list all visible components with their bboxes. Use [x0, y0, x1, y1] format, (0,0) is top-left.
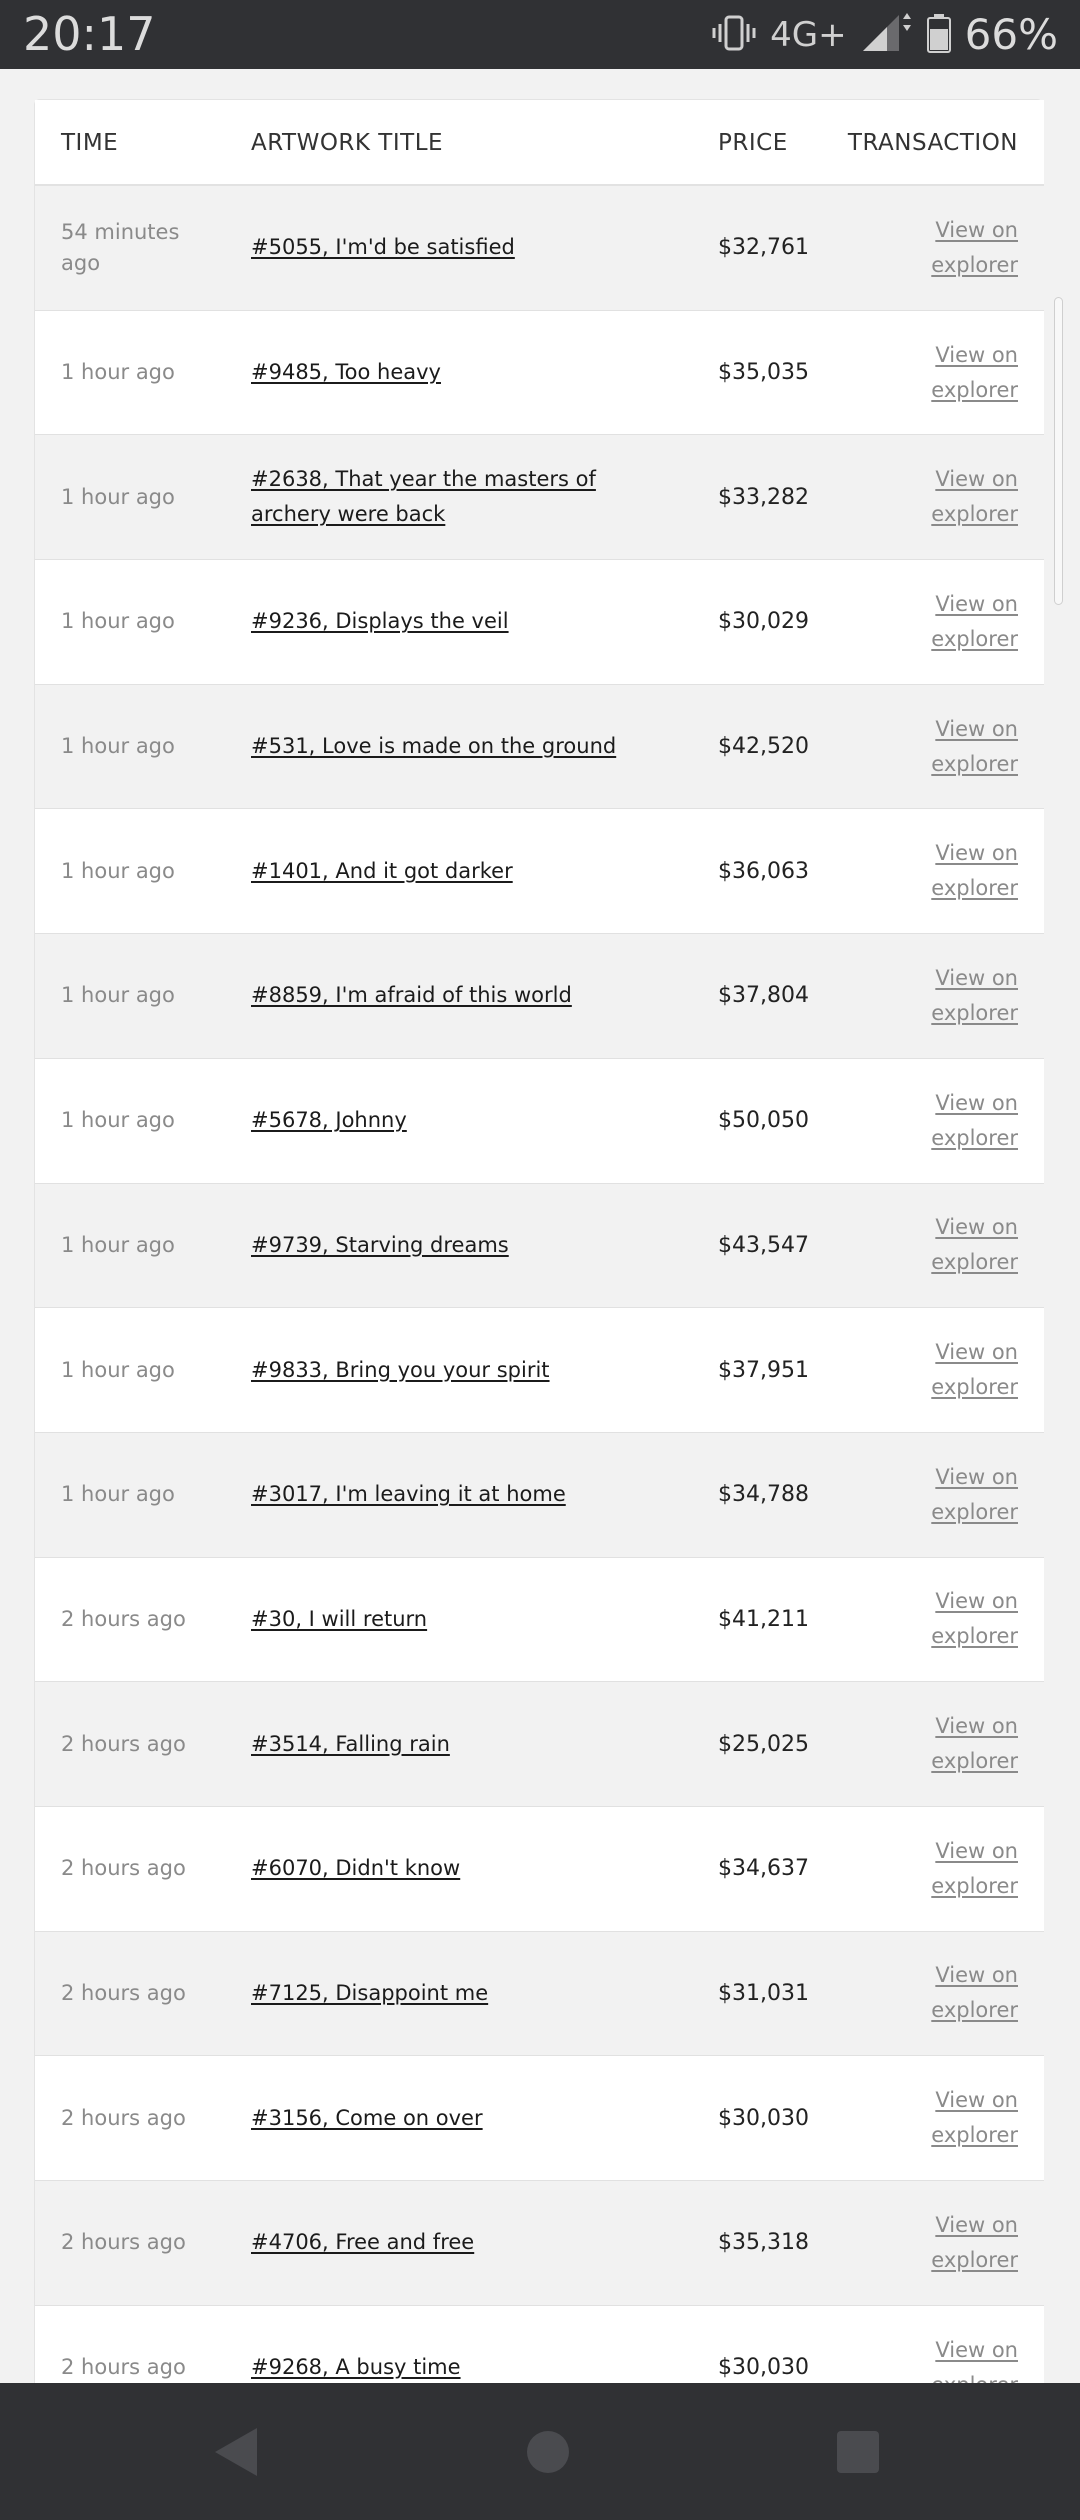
view-on-explorer-link[interactable]: View on explorer	[931, 1589, 1018, 1649]
table-row	[35, 1184, 1044, 1309]
cell-time	[61, 2056, 211, 2180]
time-text: 1 hour ago	[61, 360, 175, 385]
cell-time	[61, 435, 211, 559]
artwork-title-link[interactable]: #9833, Bring you your spirit	[251, 1357, 550, 1382]
view-on-explorer-link[interactable]: View on explorer	[931, 1340, 1018, 1400]
cell-transaction	[898, 1184, 1018, 1308]
table-row	[35, 934, 1044, 1059]
cell-artwork-title	[251, 1433, 681, 1557]
cell-artwork-title	[251, 934, 681, 1058]
artwork-title-link[interactable]: #4706, Free and free	[251, 2230, 475, 2255]
artwork-title-link[interactable]: #1401, And it got darker	[251, 858, 513, 883]
time-text: 1 hour ago	[61, 983, 175, 1008]
cell-time	[61, 934, 211, 1058]
table-row	[35, 1558, 1044, 1683]
header-time: TIME	[61, 130, 119, 156]
cell-transaction	[898, 1059, 1018, 1183]
cell-artwork-title	[251, 311, 681, 435]
table-row	[35, 1059, 1044, 1184]
cell-price: $43,547	[718, 1232, 809, 1258]
view-on-explorer-link[interactable]: View on explorer	[931, 1215, 1018, 1275]
cell-artwork-title	[251, 1682, 681, 1806]
table-row	[35, 809, 1044, 934]
view-on-explorer-link[interactable]: View on explorer	[931, 1714, 1018, 1774]
header-price: PRICE	[718, 130, 788, 156]
time-text: 1 hour ago	[61, 734, 175, 759]
cell-transaction	[898, 1308, 1018, 1432]
battery-icon	[927, 13, 951, 57]
cell-transaction	[898, 934, 1018, 1058]
artwork-title-link[interactable]: #9268, A busy time	[251, 2355, 461, 2380]
navigation-bar	[0, 2383, 1080, 2520]
back-button[interactable]	[201, 2417, 271, 2487]
view-on-explorer-link[interactable]: View on explorer	[931, 591, 1018, 651]
cell-price: $30,030	[718, 2355, 809, 2381]
cell-transaction	[898, 809, 1018, 933]
cell-price: $33,282	[718, 484, 809, 510]
signal-icon	[861, 13, 913, 57]
table-row	[35, 1433, 1044, 1558]
table-row	[35, 311, 1044, 436]
cell-transaction	[898, 1558, 1018, 1682]
cell-artwork-title	[251, 2181, 681, 2305]
cell-time	[61, 685, 211, 809]
table-row	[35, 560, 1044, 685]
artwork-title-link[interactable]: #6070, Didn't know	[251, 1856, 461, 1881]
cell-time	[61, 311, 211, 435]
time-text: 1 hour ago	[61, 1108, 175, 1133]
cell-time	[61, 1807, 211, 1931]
cell-artwork-title	[251, 435, 681, 559]
cell-price: $34,788	[718, 1482, 809, 1508]
cell-price: $34,637	[718, 1856, 809, 1882]
cell-artwork-title	[251, 560, 681, 684]
table-row	[35, 1308, 1044, 1433]
cell-price: $50,050	[718, 1108, 809, 1134]
status-icons	[698, 10, 1058, 60]
cell-transaction	[898, 2181, 1018, 2305]
vibrate-icon	[712, 13, 756, 57]
time-text: 1 hour ago	[61, 1357, 175, 1382]
artwork-title-link[interactable]: #531, Love is made on the ground	[251, 734, 617, 759]
cell-artwork-title	[251, 1932, 681, 2056]
cell-time	[61, 2181, 211, 2305]
cell-artwork-title	[251, 1558, 681, 1682]
battery-percent: 66%	[964, 10, 1058, 59]
cell-transaction	[898, 1682, 1018, 1806]
cell-artwork-title	[251, 2056, 681, 2180]
scrollbar[interactable]	[1054, 297, 1063, 605]
cell-transaction	[898, 186, 1018, 310]
status-bar	[0, 0, 1080, 69]
artwork-title-link[interactable]: #30, I will return	[251, 1606, 428, 1631]
cell-price: $37,951	[718, 1357, 809, 1383]
back-icon	[213, 2426, 259, 2478]
cell-artwork-title	[251, 1059, 681, 1183]
cell-artwork-title	[251, 809, 681, 933]
cell-transaction	[898, 311, 1018, 435]
view-on-explorer-link[interactable]: View on explorer	[931, 1464, 1018, 1524]
page-content[interactable]	[0, 69, 1080, 2383]
cell-price: $30,029	[718, 609, 809, 635]
table-row	[35, 2181, 1044, 2306]
cell-time	[61, 809, 211, 933]
cell-time	[61, 560, 211, 684]
recents-icon	[836, 2430, 880, 2474]
cell-artwork-title	[251, 1807, 681, 1931]
table-body	[35, 186, 1044, 2430]
cell-price: $25,025	[718, 1731, 809, 1757]
table-row	[35, 1932, 1044, 2057]
view-on-explorer-link[interactable]: View on explorer	[931, 2212, 1018, 2272]
time-text: 1 hour ago	[61, 484, 175, 509]
cell-price: $36,063	[718, 858, 809, 884]
time-text: 2 hours ago	[61, 2355, 186, 2380]
table-row	[35, 186, 1044, 311]
cell-artwork-title	[251, 186, 681, 310]
cell-price: $35,035	[718, 360, 809, 386]
cell-price: $37,804	[718, 983, 809, 1009]
cell-transaction	[898, 560, 1018, 684]
time-text: 1 hour ago	[61, 1482, 175, 1507]
artwork-title-link[interactable]: #9236, Displays the veil	[251, 609, 509, 634]
view-on-explorer-link[interactable]: View on	[935, 2337, 1018, 2362]
home-button[interactable]	[513, 2417, 583, 2487]
cell-price: $35,318	[718, 2230, 809, 2256]
time-text: 2 hours ago	[61, 2105, 186, 2130]
artwork-title-link[interactable]: #3017, I'm leaving it at home	[251, 1482, 566, 1507]
artwork-title-link[interactable]: #2638, That year the masters of archery were back	[251, 467, 596, 527]
view-on-explorer-link[interactable]: View on explorer	[931, 716, 1018, 776]
cell-time	[61, 1059, 211, 1183]
time-text: 54 minutes ago	[61, 219, 180, 275]
recents-button[interactable]	[823, 2417, 893, 2487]
table-row	[35, 435, 1044, 560]
time-text: 2 hours ago	[61, 2230, 186, 2255]
artwork-title-link[interactable]: #8859, I'm afraid of this world	[251, 983, 572, 1008]
view-on-explorer-link[interactable]: View on explorer	[931, 1963, 1018, 2023]
artwork-title-link[interactable]: #7125, Disappoint me	[251, 1980, 489, 2005]
cell-transaction	[898, 1433, 1018, 1557]
cell-price: $30,030	[718, 2105, 809, 2131]
cell-price: $41,211	[718, 1606, 809, 1632]
network-type: 4G+	[770, 15, 847, 55]
artwork-title-link[interactable]: #5055, I'm'd be satisfied	[251, 235, 515, 260]
time-text: 2 hours ago	[61, 1606, 186, 1631]
cell-transaction	[898, 685, 1018, 809]
time-text: 2 hours ago	[61, 1856, 186, 1881]
cell-price: $42,520	[718, 734, 809, 760]
view-on-explorer-link[interactable]: View on explorer	[931, 342, 1018, 402]
cell-time	[61, 1932, 211, 2056]
cell-artwork-title	[251, 1308, 681, 1432]
artwork-title-link[interactable]: #9485, Too heavy	[251, 360, 441, 385]
view-on-explorer-link[interactable]: View on explorer	[931, 841, 1018, 901]
cell-artwork-title	[251, 1184, 681, 1308]
time-text: 2 hours ago	[61, 1980, 186, 2005]
artwork-title-link[interactable]: #5678, Johnny	[251, 1108, 407, 1133]
view-on-explorer-link[interactable]: View on explorer	[931, 2088, 1018, 2148]
cell-time	[61, 186, 211, 310]
time-text: 1 hour ago	[61, 858, 175, 883]
cell-time	[61, 1433, 211, 1557]
view-on-explorer-link[interactable]: View on explorer	[931, 467, 1018, 527]
cell-time	[61, 1184, 211, 1308]
table-row	[35, 2056, 1044, 2181]
cell-price: $32,761	[718, 235, 809, 261]
cell-artwork-title	[251, 685, 681, 809]
artwork-title-link[interactable]: #9739, Starving dreams	[251, 1232, 509, 1257]
view-on-explorer-link[interactable]: View on explorer	[931, 965, 1018, 1025]
time-text: 1 hour ago	[61, 609, 175, 634]
cell-transaction	[898, 2056, 1018, 2180]
view-on-explorer-link[interactable]: View on explorer	[931, 217, 1018, 277]
view-on-explorer-link[interactable]: View on explorer	[931, 1090, 1018, 1150]
sales-table	[34, 99, 1043, 2419]
cell-transaction	[898, 1932, 1018, 2056]
home-icon	[526, 2430, 570, 2474]
artwork-title-link[interactable]: #3156, Come on over	[251, 2105, 483, 2130]
view-on-explorer-link[interactable]: View on explorer	[931, 1838, 1018, 1898]
header-transaction: TRANSACTION	[847, 130, 1018, 156]
cell-time	[61, 1558, 211, 1682]
cell-time	[61, 1308, 211, 1432]
table-header	[35, 100, 1044, 186]
table-row	[35, 685, 1044, 810]
time-text: 2 hours ago	[61, 1731, 186, 1756]
cell-time	[61, 1682, 211, 1806]
table-row	[35, 1682, 1044, 1807]
cell-transaction	[898, 1807, 1018, 1931]
header-artwork-title: ARTWORK TITLE	[251, 130, 444, 156]
table-row	[35, 1807, 1044, 1932]
status-time: 20:17	[23, 7, 156, 61]
artwork-title-link[interactable]: #3514, Falling rain	[251, 1731, 450, 1756]
cell-price: $31,031	[718, 1980, 809, 2006]
cell-transaction	[898, 435, 1018, 559]
time-text: 1 hour ago	[61, 1232, 175, 1257]
